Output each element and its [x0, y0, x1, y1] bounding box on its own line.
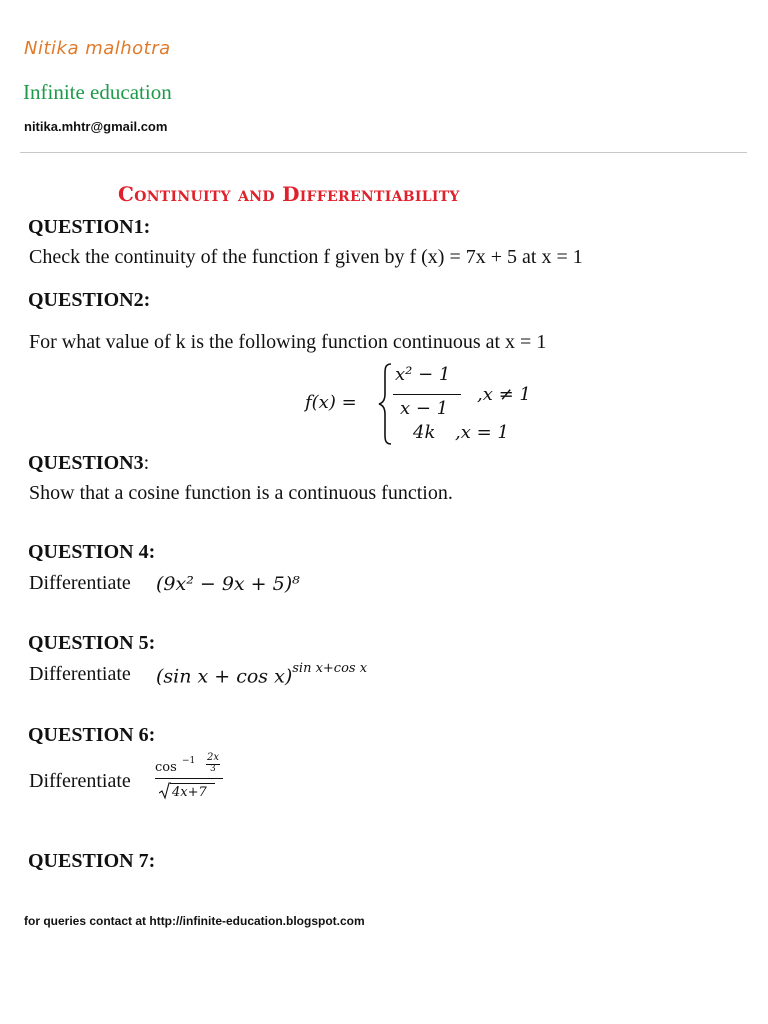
piecewise-function [305, 362, 565, 446]
question-4-heading: QUESTION 4: [28, 541, 156, 563]
piecewise-denominator: x − 1 [400, 398, 449, 419]
author-name: Nitika malhotra [24, 38, 171, 59]
question-5-exponent: sin x+cos x [292, 661, 368, 676]
question-7-heading: QUESTION 7: [28, 850, 156, 872]
q6-num-func: cos [155, 760, 177, 775]
question-2-text: For what value of k is the following function continuous at x = 1 [29, 331, 547, 353]
q6-den: 4x+7 [172, 785, 207, 800]
question-3-text: Show that a cosine function is a continuous function. [29, 482, 453, 504]
q6-radical-bar [170, 783, 215, 784]
square-root-icon [159, 782, 171, 800]
question-5-expression [156, 661, 368, 688]
question-2-heading: QUESTION2: [28, 289, 151, 311]
email-address: nitika.mhtr@gmail.com [24, 119, 168, 134]
question-4-expression: (9x² − 9x + 5)⁸ [156, 573, 300, 595]
question-5-heading: QUESTION 5: [28, 632, 156, 654]
organization-name: Infinite education [23, 80, 172, 104]
question-6-heading: QUESTION 6: [28, 724, 156, 746]
question-1-heading: QUESTION1: [28, 216, 151, 238]
piecewise-lhs: f(x) = [305, 392, 357, 413]
question-1-text: Check the continuity of the function f given by f (x) = 7x + 5 at x = 1 [29, 246, 583, 268]
q6-num-exp: −1 [182, 756, 196, 766]
piecewise-fraction-bar [393, 394, 461, 395]
left-brace-icon [377, 362, 393, 446]
piecewise-numerator: x² − 1 [395, 364, 451, 385]
piecewise-value-2: 4k [413, 422, 436, 443]
question-5-base: (sin x + cos x) [156, 665, 293, 688]
question-5-text: Differentiate [29, 663, 131, 685]
piecewise-condition-2: ,x = 1 [455, 422, 509, 443]
page-title: Continuity and Differentiability [118, 182, 460, 206]
header-divider [20, 152, 747, 153]
question-4-text: Differentiate [29, 572, 131, 594]
q6-main-bar [155, 778, 223, 779]
footer-contact: for queries contact at http://infinite-education.blogspot.com [24, 914, 365, 928]
question-6-text: Differentiate [29, 770, 131, 792]
question-3-heading: QUESTION3: [28, 452, 150, 474]
q6-inner-den: 3 [210, 764, 216, 774]
q6-inner-num: 2x [207, 752, 220, 763]
piecewise-condition-1: ,x ≠ 1 [477, 384, 531, 405]
question-6-fraction [155, 752, 225, 806]
